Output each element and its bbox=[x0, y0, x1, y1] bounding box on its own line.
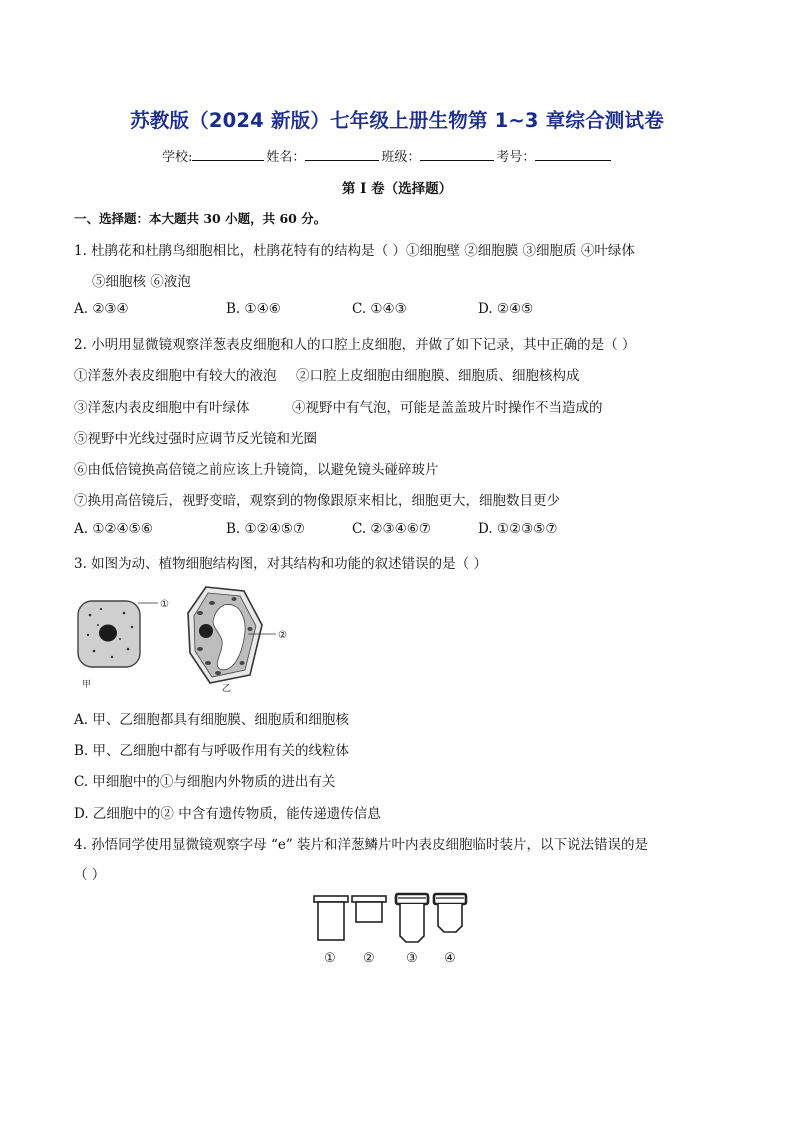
exam-no-label: 考号： bbox=[496, 150, 536, 165]
figure-caption-jia: 甲 bbox=[82, 680, 92, 690]
class-blank[interactable] bbox=[420, 148, 494, 161]
lens-label-2: ② bbox=[363, 951, 375, 966]
lens-label-4: ④ bbox=[444, 951, 456, 966]
school-blank[interactable] bbox=[192, 148, 264, 161]
animal-cell-diagram bbox=[78, 601, 158, 667]
q3-option-d[interactable]: D. 乙细胞中的② 中含有遗传物质，能传递遗传信息 bbox=[74, 806, 381, 822]
exam-title: 苏教版（2024 新版）七年级上册生物第 1~3 章综合测试卷 bbox=[130, 109, 664, 132]
q2-statement-7: ⑦换用高倍镜后，视野变暗，观察到的物像跟原来相比，细胞更大，细胞数目更少 bbox=[74, 493, 560, 509]
figure-label-2: ② bbox=[278, 630, 287, 641]
q1-option-b[interactable]: B. ①④⑥ bbox=[226, 301, 281, 317]
q3-option-a[interactable]: A. 甲、乙细胞都具有细胞膜、细胞质和细胞核 bbox=[74, 712, 349, 728]
lens-label-3: ③ bbox=[406, 951, 418, 966]
part-heading: 一、选择题：本大题共 30 小题，共 60 分。 bbox=[74, 211, 327, 226]
exam-no-blank[interactable] bbox=[535, 148, 611, 161]
q2-statement-4: ④视野中有气泡，可能是盖盖玻片时操作不当造成的 bbox=[292, 400, 603, 416]
cell-structure-figure bbox=[74, 583, 304, 693]
lens-2-diagram bbox=[352, 896, 386, 922]
q2-statement-3: ③洋葱内表皮细胞中有叶绿体 bbox=[74, 400, 250, 416]
q1-stem-line2: ⑤细胞核 ⑥液泡 bbox=[92, 274, 191, 290]
q1-option-d[interactable]: D. ②④⑤ bbox=[478, 301, 534, 317]
q1-stem-line1: 1. 杜鹃花和杜鹃鸟细胞相比，杜鹃花特有的结构是（ ）①细胞壁 ②细胞膜 ③细胞质 ④叶绿体 bbox=[74, 243, 635, 259]
student-info-line bbox=[162, 146, 613, 165]
q2-statement-6: ⑥由低倍镜换高倍镜之前应该上升镜筒，以避免镜头碰碎玻片 bbox=[74, 462, 439, 478]
class-label: 班级： bbox=[381, 150, 421, 165]
name-label: 姓名： bbox=[266, 150, 306, 165]
q2-option-a[interactable]: A. ①②④⑤⑥ bbox=[74, 521, 153, 537]
figure-caption-yi: 乙 bbox=[222, 684, 232, 693]
figure-label-1: ① bbox=[160, 599, 169, 610]
plant-cell-diagram bbox=[188, 587, 276, 683]
q3-stem: 3. 如图为动、植物细胞结构图，对其结构和功能的叙述错误的是（ ） bbox=[74, 556, 487, 572]
q2-option-b[interactable]: B. ①②④⑤⑦ bbox=[226, 521, 306, 537]
lens-label-1: ① bbox=[324, 951, 336, 966]
q2-option-c[interactable]: C. ②③④⑥⑦ bbox=[352, 521, 431, 537]
q2-statement-5: ⑤视野中光线过强时应调节反光镜和光圈 bbox=[74, 431, 317, 447]
q3-option-b[interactable]: B. 甲、乙细胞中都有与呼吸作用有关的线粒体 bbox=[74, 743, 350, 759]
q2-statement-1: ①洋葱外表皮细胞中有较大的液泡 bbox=[74, 368, 277, 384]
section-title: 第 I 卷（选择题） bbox=[341, 181, 453, 197]
q4-stem-line1: 4. 孙悟同学使用显微镜观察字母 “e” 装片和洋葱鳞片叶内表皮细胞临时装片，以下说法错误的是 bbox=[74, 837, 649, 853]
q2-statement-2: ②口腔上皮细胞由细胞膜、细胞质、细胞核构成 bbox=[296, 368, 580, 384]
lens-1-diagram bbox=[314, 896, 348, 940]
q2-option-d[interactable]: D. ①②③⑤⑦ bbox=[478, 521, 558, 537]
q4-stem-line2: （ ） bbox=[74, 867, 106, 883]
q3-option-c[interactable]: C. 甲细胞中的①与细胞内外物质的进出有关 bbox=[74, 774, 336, 790]
lens-figure bbox=[310, 890, 480, 970]
q2-stem: 2. 小明用显微镜观察洋葱表皮细胞和人的口腔上皮细胞，并做了如下记录，其中正确的是（ ） bbox=[74, 337, 636, 353]
lens-4-diagram bbox=[434, 894, 466, 932]
q1-option-a[interactable]: A. ②③④ bbox=[74, 301, 129, 317]
q1-option-c[interactable]: C. ①④③ bbox=[352, 301, 407, 317]
name-blank[interactable] bbox=[305, 148, 379, 161]
lens-3-diagram bbox=[396, 894, 428, 942]
school-label: 学校: bbox=[162, 150, 193, 165]
